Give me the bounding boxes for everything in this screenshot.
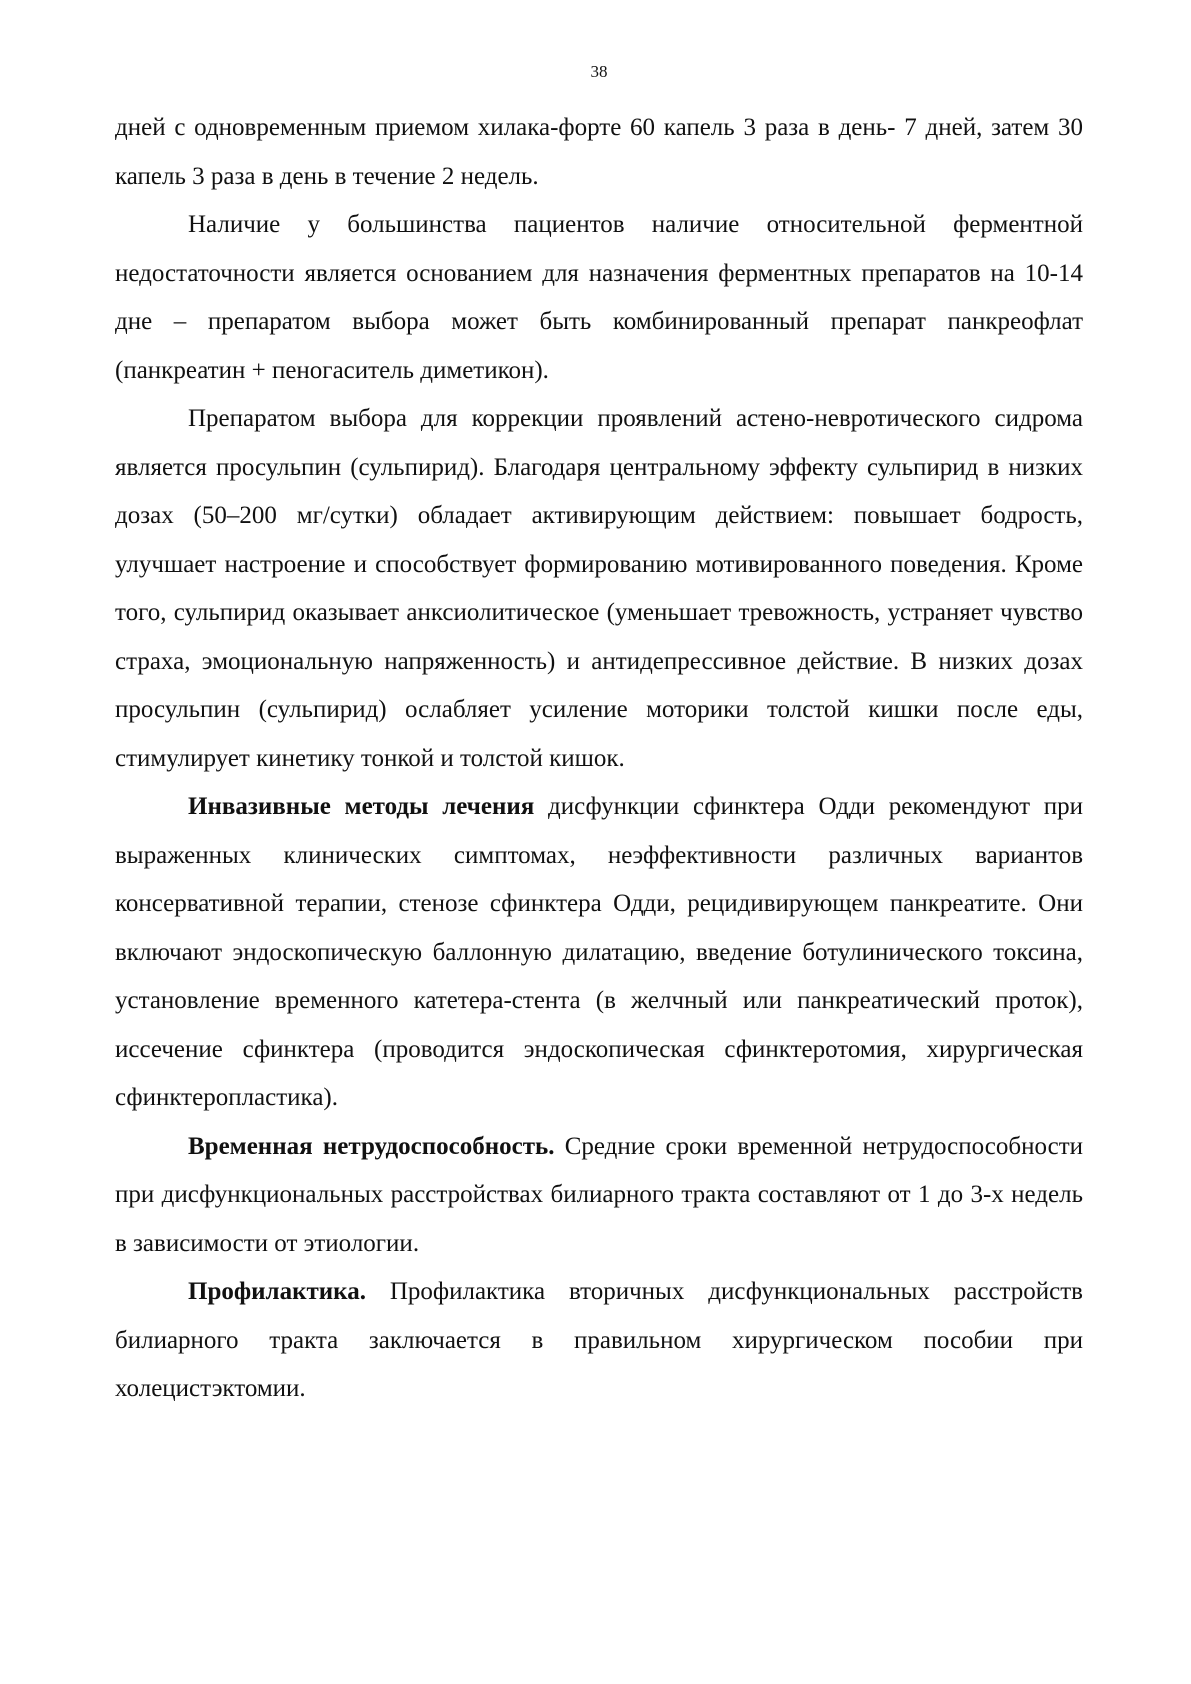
section-heading-prevention: Профилактика.: [188, 1278, 366, 1305]
paragraph-text: Наличие у большинства пациентов наличие относительной ферментной недостаточности является основанием для назначения ферментных препаратов на 10-14 дне – препаратом выбора может быть комбинированный препарат панкреофлат (панкреатин + пеногаситель диметикон).: [115, 211, 1083, 384]
document-page: [115, 62, 1083, 1414]
paragraph-sulpiride: [115, 395, 1083, 783]
paragraph-text: Профилактика вторичных дисфункциональных расстройств билиарного тракта заключается в правильном хирургическом пособии при холецистэктомии.: [115, 1278, 1083, 1402]
paragraph-prevention: [115, 1268, 1083, 1414]
paragraph-text: Средние сроки временной нетрудоспособности при дисфункциональных расстройствах билиарного тракта составляют от 1 до 3-х недель в зависимости от этиологии.: [115, 1132, 1083, 1257]
paragraph-text: дней с одновременным приемом хилака-форте 60 капель 3 раза в день- 7 дней, затем 30 капель 3 раза в день в течение 2 недель.: [115, 114, 1083, 190]
paragraph-text: дисфункции сфинктера Одди рекомендуют при выраженных клинических симптомах, неэффективности различных вариантов консервативной терапии, стенозе сфинктера Одди, рецидивирующем панкреатите. Они включают эндоскопическую баллонную дилатацию, введение ботулинического токсина, установление временного катетера-стента (в желчный или панкреатический проток), иссечение сфинктера (проводится эндоскопическая сфинктеротомия, хирургическая сфинктеропластика).: [115, 793, 1083, 1111]
paragraph-invasive-methods: [115, 783, 1083, 1123]
section-heading-temporary-disability: Временная нетрудоспособность.: [188, 1132, 555, 1160]
paragraph-continuation: [115, 104, 1083, 201]
page-number: 38: [590, 62, 608, 81]
paragraph-temporary-disability: [115, 1123, 1083, 1269]
paragraph-enzyme-therapy: [115, 201, 1083, 395]
paragraph-text: Препаратом выбора для коррекции проявлений астено-невротического сидрома является просульпин (сульпирид). Благодаря центральному эффекту сульпирид в низких дозах (50–200 мг/сутки) обладает активирующим действием: повышает бодрость, улучшает настроение и способствует формированию мотивированного поведения. Кроме того, сульпирид оказывает анксиолитическое (уменьшает тревожность, устраняет чувство страха, эмоциональную напряженность) и антидепрессивное действие. В низких дозах просульпин (сульпирид) ослабляет усиление моторики толстой кишки после еды, стимулирует кинетику тонкой и толстой кишок.: [115, 405, 1083, 772]
section-heading-invasive-methods: Инвазивные методы лечения: [188, 793, 535, 820]
